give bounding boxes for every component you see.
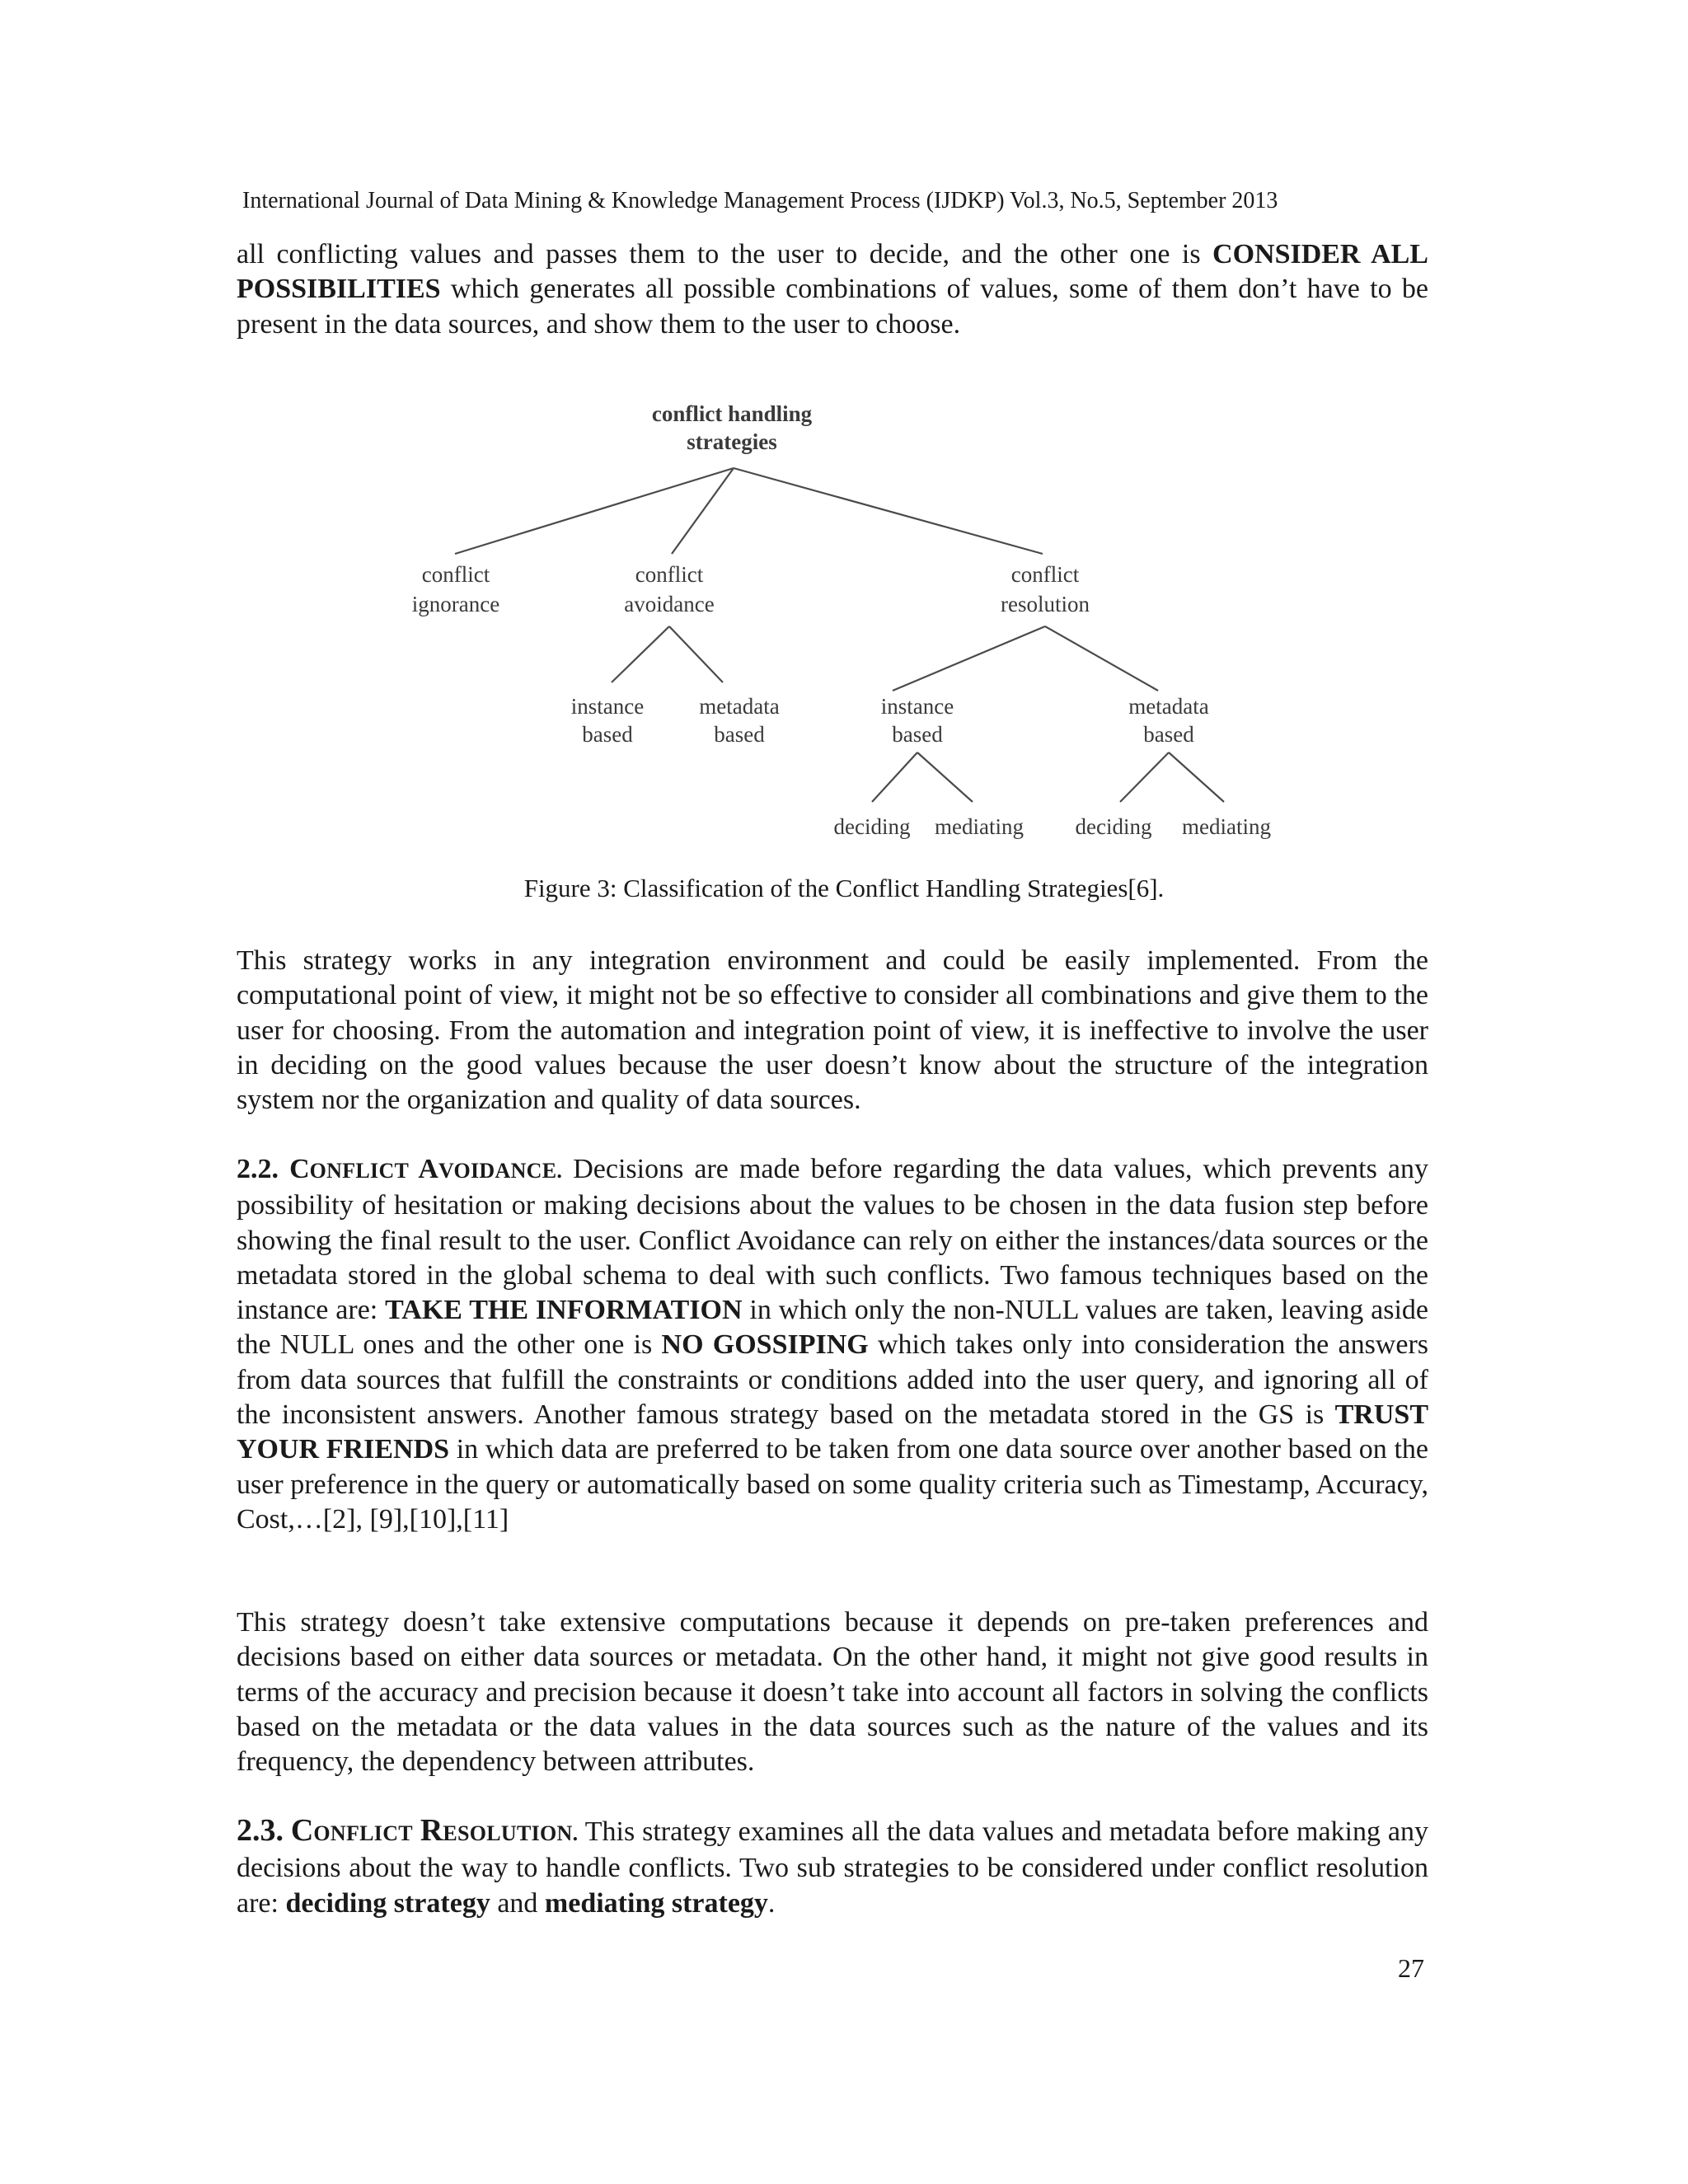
- node-avoidance-line2: avoidance: [624, 592, 715, 616]
- node-avoidance-line1: conflict: [635, 562, 704, 587]
- text-run: and: [490, 1887, 545, 1919]
- node-ignorance-line2: ignorance: [411, 592, 500, 616]
- heading-smallcaps: ESOLUTION.: [443, 1821, 579, 1845]
- heading-smallcaps: ONFLICT: [309, 1159, 410, 1183]
- edge-res-metadata-deciding: [1120, 752, 1169, 802]
- section-2-3-conflict-resolution: [237, 1813, 1428, 1921]
- edge-resolution-instance: [893, 626, 1045, 691]
- node-av-metadata-line1: metadata: [699, 694, 780, 719]
- node-ignorance-line1: conflict: [421, 562, 490, 587]
- text-run: which takes only into consideration the answers from data sources that fulfill the constraints or conditions added into the user query, and ignoring all of the inconsistent answers. Another famous strategy based on the metadata stored in the GS is: [237, 1329, 1428, 1431]
- heading-letter: C: [290, 1813, 314, 1848]
- edge-avoidance-metadata: [669, 626, 723, 682]
- node-av-instance-line1: instance: [570, 694, 645, 719]
- text-run: This strategy examines all the data values and metadata before making any decisions about the way to handle conflicts. Two sub strategies to be considered under conflict resolution are:: [237, 1816, 1429, 1919]
- heading-smallcaps: VOIDANCE.: [438, 1159, 563, 1183]
- section-heading: [290, 1813, 579, 1848]
- paragraph-strategy-evaluation: This strategy works in any integration environment and could be easily implemented. From the computational point of view, it might not be so effective to consider all combinations and give them to the user for choosing. From the automation and integration point of view, it is ineffective to involve the user in deciding on the good values because the user doesn’t know about the structure of the integration system nor the organization and quality of data sources.: [237, 945, 1428, 1116]
- figure-conflict-handling-tree: [387, 387, 1335, 857]
- node-av-instance-line2: based: [582, 722, 633, 747]
- heading-smallcaps: ONFLICT: [313, 1821, 413, 1845]
- section-number: 2.2.: [237, 1154, 279, 1184]
- node-root-line2: strategies: [687, 429, 777, 454]
- heading-letter: A: [418, 1154, 438, 1184]
- node-res-instance-line1: instance: [880, 694, 954, 719]
- edge-root-ignorance: [455, 468, 734, 554]
- term-take-the-information: TAKE THE INFORMATION: [385, 1295, 743, 1326]
- term-trust-your-friends: TRUST YOUR FRIENDS: [237, 1399, 1428, 1465]
- text-run: Decisions are made before regarding the data values, which prevents any possibility of hesitation or making decisions about the values to be chosen in the data fusion step before showing the final result to the user. Conflict Avoidance can rely on either the instances/data sources or the metadata stored in the global schema to deal with such conflicts. Two famous techniques based on the instance are:: [237, 1154, 1429, 1326]
- term-no-gossiping: NO GOSSIPING: [661, 1329, 869, 1361]
- node-mediating-1: mediating: [935, 814, 1024, 839]
- section-2-2-conflict-avoidance: [237, 1152, 1428, 1537]
- heading-letter: C: [289, 1154, 310, 1184]
- tree-labels: [412, 401, 1271, 839]
- heading-letter: R: [420, 1813, 443, 1848]
- term-consider-all-possibilities: CONSIDER ALL POSSIBILITIES: [237, 239, 1428, 305]
- section-heading: [289, 1154, 562, 1184]
- section-number: 2.3.: [237, 1813, 284, 1848]
- edge-root-resolution: [734, 468, 1043, 554]
- term-deciding-strategy: deciding strategy: [285, 1887, 490, 1919]
- node-deciding-2: deciding: [1075, 814, 1152, 839]
- node-res-instance-line2: based: [892, 722, 943, 747]
- text-run: in which data are preferred to be taken from one data source over another based on the user preference in the query or automatically based on some quality criteria such as Timestamp, Accuracy, Cost,…[2], [9],[10],[11]: [237, 1434, 1428, 1535]
- edge-res-instance-deciding: [872, 752, 917, 802]
- edge-res-instance-mediating: [917, 752, 973, 802]
- figure-caption: Figure 3: Classification of the Conflict Handling Strategies[6].: [523, 874, 1165, 902]
- node-resolution-line2: resolution: [1001, 592, 1090, 616]
- node-res-metadata-line1: metadata: [1128, 694, 1209, 719]
- edge-resolution-metadata: [1045, 626, 1158, 691]
- edge-res-metadata-mediating: [1169, 752, 1224, 802]
- term-mediating-strategy: mediating strategy: [544, 1887, 768, 1919]
- node-res-metadata-line2: based: [1143, 722, 1194, 747]
- text-run: .: [767, 1887, 776, 1919]
- node-mediating-2: mediating: [1182, 814, 1271, 839]
- text-run: which generates all possible combinations of values, some of them don’t have to be present in the data sources, and show them to the user to choose.: [237, 274, 1428, 340]
- node-deciding-1: deciding: [833, 814, 911, 839]
- paragraph-avoidance-evaluation: This strategy doesn’t take extensive computations because it depends on pre-taken preferences and decisions based on either data sources or metadata. On the other hand, it might not give good results in terms of the accuracy and precision because it doesn’t take into account all factors in solving the conflicts based on the metadata or the data values in the data sources such as the nature of the values and its frequency, the dependency between attributes.: [237, 1607, 1428, 1778]
- tree-diagram: [387, 387, 1335, 857]
- edge-root-avoidance: [672, 468, 734, 554]
- page-number: 27: [1398, 1953, 1424, 1983]
- node-resolution-line1: conflict: [1010, 562, 1080, 587]
- tree-edges: [455, 468, 1224, 802]
- node-av-metadata-line2: based: [714, 722, 765, 747]
- running-header: International Journal of Data Mining & Knowledge Management Process (IJDKP) Vol.3, No.5, September 2013: [242, 188, 1278, 213]
- text-run: in which only the non-NULL values are taken, leaving aside the NULL ones and the other one is: [237, 1295, 1428, 1361]
- node-root-line1: conflict handling: [651, 401, 813, 426]
- paragraph-consider-all-possibilities: [237, 237, 1428, 342]
- edge-avoidance-instance: [612, 626, 669, 682]
- text-run: all conflicting values and passes them to the user to decide, and the other one is: [237, 239, 1213, 269]
